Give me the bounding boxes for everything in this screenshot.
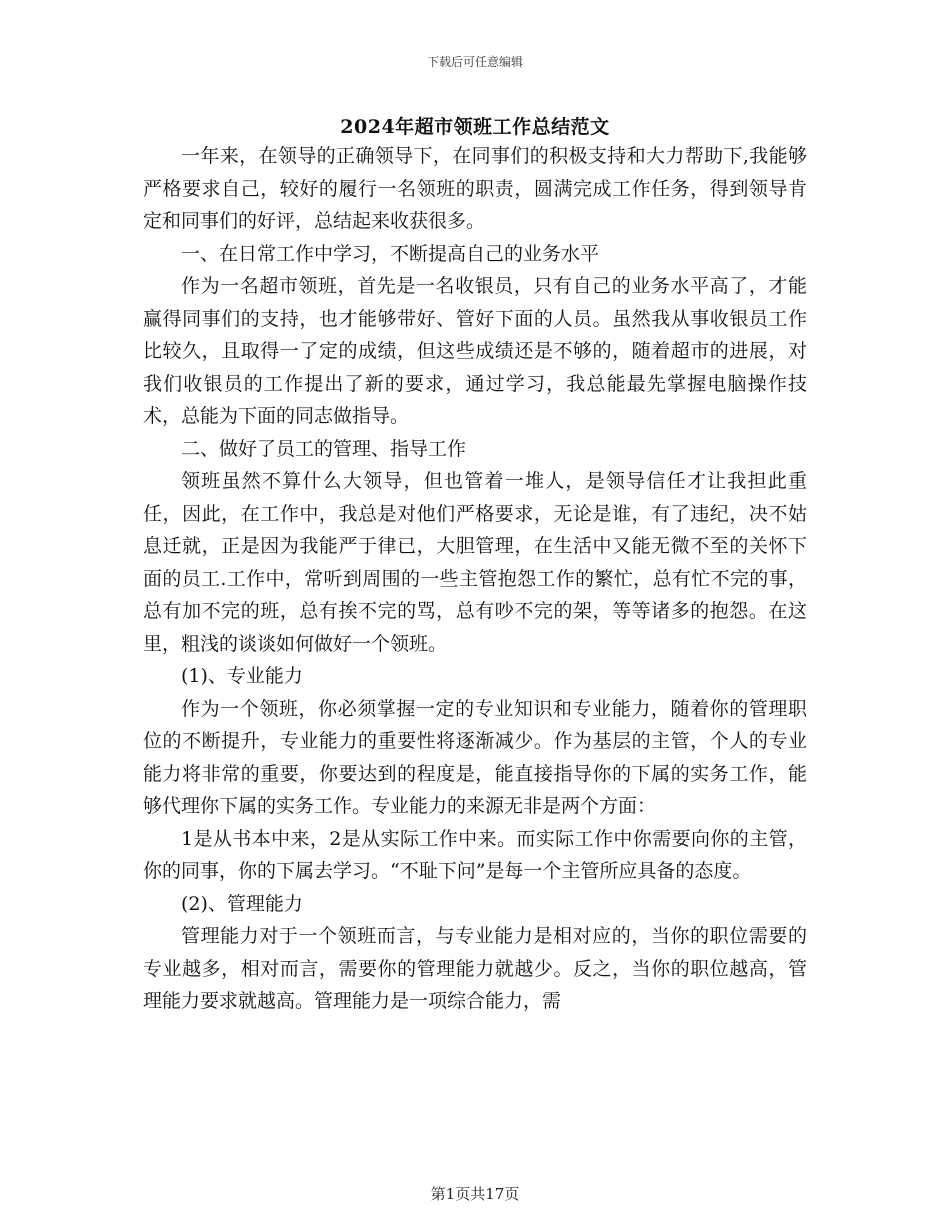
page-number-footer: 第1页共17页 — [430, 1185, 520, 1203]
paragraph-section-2: 领班虽然不算什么大领导，但也管着一堆人，是领导信任才让我担此重任，因此，在工作中，我总是对他们严格要求，无论是谁，有了违纪，决不姑息迁就，正是因为我能严于律已，大胆管理，在生活中又能无微不至的关怀下面的员工.工作中，常听到周围的一些主管抱怨工作的繁忙，总有忙不完的事，总有加不完的班，总有挨不完的骂，总有吵不完的架，等等诸多的抱怨。在这里，粗浅的谈谈如何做好一个领班。 — [143, 470, 807, 655]
section-heading-2: 二、做好了员工的管理、指导工作 — [181, 437, 467, 460]
paragraph-section-1: 作为一名超市领班，首先是一名收银员，只有自己的业务水平高了，才能赢得同事们的支持，也才能够带好、管好下面的人员。虽然我从事收银员工作比较久，且取得一了定的成绩，但这些成绩还是不够的，随着超市的进展，对我们收银员的工作提出了新的要求，通过学习，我总能最先掌握电脑操作技术，总能为下面的同志做指导。 — [143, 275, 807, 427]
paragraph-management-ability: 管理能力对于一个领班而言，与专业能力是相对应的，当你的职位需要的专业越多，相对而言，需要你的管理能力就越少。反之，当你的职位越高，管理能力要求就越高。管理能力是一项综合能力，需 — [143, 925, 807, 1012]
paragraph-professional-ability: 作为一个领班，你必须掌握一定的专业知识和专业能力，随着你的管理职位的不断提升，专业能力的重要性将逐渐减少。作为基层的主管，个人的专业能力将非常的重要，你要达到的程度是，能直接指导你的下属的实务工作，能够代理你下属的实务工作。专业能力的来源无非是两个方面： — [143, 697, 807, 817]
paragraph-intro: 一年来，在领导的正确领导下，在同事们的积极支持和大力帮助下,我能够严格要求自己，较好的履行一名领班的职责，圆满完成工作任务，得到领导肯定和同事们的好评，总结起来收获很多。 — [143, 145, 807, 232]
paragraph-ability-sources: 1是从书本中来，2是从实际工作中来。而实际工作中你需要向你的主管，你的同事，你的下属去学习。“不耻下问”是每一个主管所应具备的态度。 — [143, 827, 807, 882]
document-title: 2024年超市领班工作总结范文 — [340, 116, 610, 138]
section-heading-1: 一、在日常工作中学习，不断提高自己的业务水平 — [181, 242, 600, 265]
document-body — [143, 140, 807, 1018]
subheading-professional-ability: (1)、专业能力 — [181, 665, 303, 687]
subheading-management-ability: (2)、管理能力 — [181, 892, 303, 915]
page-header-note: 下载后可任意编辑 — [426, 55, 523, 69]
